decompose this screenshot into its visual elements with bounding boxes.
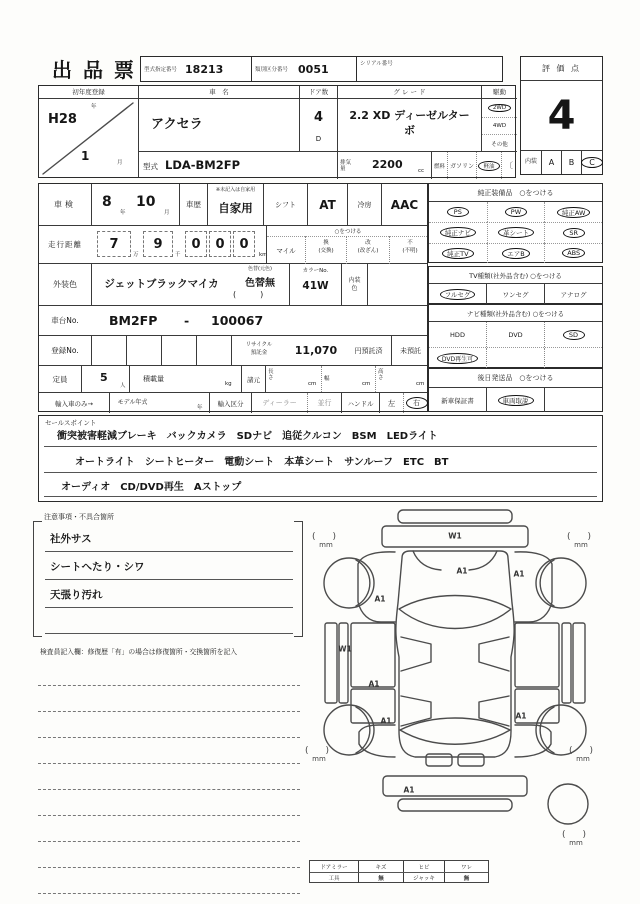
notes-line-2: シートへたり・シワ: [50, 561, 145, 573]
interior-label: 内装: [524, 158, 537, 166]
first-registration-cell: [39, 86, 139, 177]
history-value-cell: [207, 184, 263, 225]
regno-label: 登録No.: [51, 346, 79, 355]
recycle-label: リサイクル 預託金: [231, 336, 286, 365]
chassis-prefix: BM2FP: [109, 313, 158, 328]
cooling-label: 冷房: [347, 184, 381, 225]
navi-dvd-play: DVD再生可: [429, 348, 486, 368]
mileage-circle-header: ○をつける: [267, 226, 429, 237]
drive-option-2wd: 2WD: [482, 99, 517, 118]
sales-line-3: オーディオ CD/DVD再生 Aストップ: [61, 482, 242, 493]
first-registration-month-unit: 月: [117, 160, 123, 166]
displacement-value: 2200: [372, 158, 403, 171]
doors-label: ドア数: [300, 86, 337, 99]
equipment-item: 純正AW: [544, 202, 602, 222]
blank-line: [38, 686, 300, 712]
history-note: ※未記入は自家用: [215, 187, 256, 193]
jack-value: 無: [444, 873, 488, 883]
int-color-value: [367, 264, 429, 305]
mirror-tool-table: [309, 860, 489, 883]
mile-label: マイル: [276, 246, 296, 255]
dims-height: 高さ cm: [375, 366, 429, 392]
recycle-paid: 円預託済: [354, 346, 383, 355]
mileage-label: 走行距離: [48, 240, 82, 249]
chassis-label: 車台No.: [51, 316, 79, 325]
capacity-value: 5 人: [81, 366, 129, 392]
model-row: [139, 151, 517, 179]
notes-line-4: [45, 633, 293, 634]
fuel-option-diesel: 軽油: [476, 152, 501, 179]
blank-line: [38, 868, 300, 894]
chassis-number: 100067: [211, 313, 264, 328]
first-registration-month: 1: [81, 149, 90, 163]
page-title: 出 品 票: [52, 58, 136, 82]
model-code-label: 型式: [143, 162, 158, 171]
fuel-option-gas: ガソリン: [447, 152, 476, 179]
navi-option-hdd: HDD: [450, 330, 465, 339]
tools-label: 工具: [328, 876, 340, 882]
ext-color-value: ジェットブラックマイカ: [91, 264, 231, 305]
mm-marker: ( ) mm: [566, 532, 596, 550]
inspector-label: 検査員記入欄：修復歴「有」の場合は修復箇所・交換箇所を記入: [40, 648, 238, 656]
first-registration-year-unit: 年: [91, 104, 97, 110]
shaken-month-unit: 月: [164, 210, 170, 216]
car-name-label: 車 名: [139, 86, 299, 99]
mile-option-tamper: 改 (改ざん): [346, 236, 389, 264]
grade-value: 2.2 XD ディーゼルターボ: [349, 109, 470, 137]
tv-option-oneseg: ワンセグ: [486, 284, 544, 304]
mileage-d3: 0: [233, 231, 255, 257]
blank-line: [38, 738, 300, 764]
serial-label: シリアル番号: [360, 61, 393, 67]
notes-label: 注意事項・不具合箇所: [44, 513, 114, 521]
later-option-manual: 車両取説: [486, 388, 544, 412]
fuel-option-other: 〔: [501, 152, 516, 179]
damage-mark: A1: [380, 716, 392, 726]
row-capacity: [39, 366, 427, 393]
load-value: kg: [225, 381, 232, 387]
drive-option-other: その他: [491, 141, 508, 148]
mile-option-unknown: 不 (不明): [389, 236, 430, 264]
navi-title: ナビ種類(社外品含む) ○をつける: [429, 305, 602, 322]
damage-diagram: [305, 506, 605, 858]
mirror-break: ワレ: [444, 861, 488, 872]
row-import: [39, 393, 427, 413]
tv-option-analog: アナログ: [544, 284, 602, 304]
notes-bracket-right: [294, 521, 303, 637]
class-division-label: 類別区分番号: [255, 67, 289, 73]
jack-label: ジャッキ: [403, 873, 444, 883]
equipment-item: PS: [429, 202, 487, 222]
recycle-amount: 11,070: [294, 344, 338, 357]
chassis-dash: -: [184, 313, 190, 328]
drive-label: 駆動: [482, 86, 517, 99]
damage-mark: A1: [456, 566, 468, 576]
diagonal-line: [39, 99, 137, 178]
color-no-cell: [289, 264, 341, 305]
model-year-label: モデル年式: [109, 393, 155, 413]
shaken-value: [91, 184, 179, 225]
color-change-cell: [231, 264, 289, 305]
displacement-label: 排気量: [340, 160, 352, 173]
car-name-value: アクセラ: [151, 117, 203, 132]
class-division-box: [251, 56, 357, 82]
model-designation-label: 型式指定番号: [144, 67, 178, 73]
equipment-item: エアB: [487, 243, 545, 263]
fuel-label: 燃料: [434, 163, 446, 170]
mirror-crack: ヒビ: [403, 861, 444, 872]
import-class-label: 輸入区分: [209, 393, 251, 413]
handle-option-left: 左: [379, 393, 403, 413]
shaken-month: 10: [136, 194, 156, 210]
interior-option-c: C: [581, 151, 602, 174]
equipment-item: PW: [487, 202, 545, 222]
regno-box-4: [196, 336, 231, 365]
regno-box-3: [161, 336, 196, 365]
serial-box: [356, 56, 503, 82]
tv-option-fullseg: フルセグ: [429, 284, 486, 304]
mileage-sen: 9: [143, 231, 173, 257]
color-change-value: 色替無: [245, 277, 275, 289]
recycle-unpaid: 未預託: [391, 336, 429, 365]
mileage-man: 7: [97, 231, 131, 257]
drive-cell: [481, 86, 517, 151]
equipment-title: 純正装備品 ○をつける: [429, 184, 602, 202]
row-color: [39, 264, 427, 306]
first-registration-label: 初年度登録: [39, 86, 138, 99]
class-division-value: 0051: [298, 62, 329, 76]
damage-mark: A1: [368, 679, 380, 689]
damage-mark: W1: [448, 531, 462, 541]
later-shipment-box: [428, 368, 603, 412]
mileage-circle-group: [266, 226, 429, 263]
handle-option-right: 右: [403, 393, 429, 413]
score-box: [520, 56, 603, 175]
shaken-label: 車検: [54, 200, 76, 209]
mileage-sen-unit: 千: [175, 252, 181, 258]
later-title: 後日発送品 ○をつける: [429, 369, 602, 388]
color-no-value: 41W: [302, 280, 329, 292]
interior-option-b: B: [561, 151, 581, 174]
regno-box-2: [126, 336, 161, 365]
model-code-value: LDA-BM2FP: [165, 158, 241, 172]
history-value: 自家用: [218, 201, 253, 215]
import-option-parallel: 並行: [307, 393, 341, 413]
regno-box-1: [91, 336, 126, 365]
damage-mark: A1: [515, 711, 527, 721]
blank-line: [38, 842, 300, 868]
dims-width: 幅 cm: [321, 366, 375, 392]
mileage-d1: 0: [185, 231, 207, 257]
tools-value: 無: [358, 873, 403, 883]
cooling-value: AAC: [381, 184, 427, 225]
doors-note: D: [315, 135, 322, 143]
mirror-scratch: キズ: [358, 861, 403, 872]
import-option-dealer: ディーラー: [251, 393, 307, 413]
fuel-cell: [431, 152, 517, 179]
grade-label: グ レ ー ド: [338, 86, 481, 99]
model-designation-value: 18213: [185, 62, 224, 76]
tv-title: TV種類(社外品含む) ○をつける: [429, 267, 602, 284]
interior-grade-row: [521, 150, 602, 174]
mm-marker: ( ) mm: [311, 532, 341, 550]
mm-marker: ( ) mm: [304, 746, 334, 764]
dims-length: 長さ cm: [265, 366, 321, 392]
blank-line: [38, 764, 300, 790]
damage-mark: A1: [513, 569, 525, 579]
score-label: 評 価 点: [521, 57, 602, 81]
history-label: 車歴: [179, 184, 207, 225]
blank-line: [38, 660, 300, 686]
displacement-unit: cc: [418, 168, 425, 174]
inspector-lines: [38, 660, 300, 894]
color-no-label: カラーNo.: [302, 267, 329, 274]
sales-line-2: オートライト シートヒーター 電動シート 本革シート サンルーフ ETC BT: [75, 457, 449, 468]
score-value: 4: [547, 92, 576, 139]
shift-label: シフト: [263, 184, 307, 225]
equipment-item: 革シート: [487, 222, 545, 242]
sales-points-box: [38, 415, 603, 502]
shaken-year: 8: [102, 194, 112, 210]
handle-label: ハンドル: [341, 393, 379, 413]
detail-table: [38, 183, 428, 412]
displacement-cell: [337, 152, 431, 179]
navi-option-sd: SD: [544, 322, 602, 347]
shaken-year-unit: 年: [120, 210, 126, 216]
mm-marker: ( ) mm: [568, 746, 598, 764]
interior-option-a: A: [541, 151, 561, 174]
model-designation-box: [140, 56, 252, 82]
doors-value: 4: [313, 109, 324, 125]
blank-line: [38, 712, 300, 738]
grade-cell: [337, 86, 481, 151]
row-chassis: [39, 306, 427, 336]
row-shaken: [39, 184, 427, 226]
navi-blank-2: [544, 348, 602, 368]
color-change-paren: ( ): [233, 290, 264, 299]
later-option-blank: [544, 388, 602, 412]
car-name-cell: [139, 86, 299, 151]
equipment-item: ABS: [544, 243, 602, 263]
damage-mark: W1: [338, 644, 352, 654]
capacity-label: 定員: [52, 374, 68, 384]
blank-line: [38, 790, 300, 816]
load-label: 積載量: [129, 366, 177, 392]
color-change-label: 色替(元色): [248, 266, 272, 272]
drive-option-4wd: 4WD: [482, 118, 517, 135]
vehicle-table: [38, 85, 516, 178]
mileage-unit: km: [259, 252, 268, 258]
int-color-label: 内装色: [341, 264, 367, 305]
later-option-warranty: 新車保証書: [441, 396, 474, 405]
equipment-item: SR: [544, 222, 602, 242]
mileage-man-unit: 万: [133, 252, 139, 258]
doors-cell: [299, 86, 337, 151]
navi-option-dvd: DVD: [486, 322, 544, 347]
mileage-d2: 0: [209, 231, 231, 257]
notes-line-3: 天張り汚れ: [50, 589, 103, 601]
sales-line-1: 衝突被害軽減ブレーキ バックカメラ SDナビ 追従クルコン BSM LEDライト: [57, 431, 438, 442]
damage-mark: A1: [403, 785, 415, 795]
notes-bracket-left: [33, 521, 42, 637]
row-regno: [39, 336, 427, 366]
shift-value: AT: [307, 184, 347, 225]
model-year-value: 年: [197, 405, 203, 411]
mm-marker: ( ) mm: [561, 830, 591, 848]
ext-color-label: 外装色: [53, 280, 77, 289]
damage-marks: [305, 506, 605, 858]
sales-points-label: セールスポイント: [45, 419, 97, 427]
equipment-item: 純正ナビ: [429, 222, 487, 242]
mile-option-exchange: 換 (交換): [305, 236, 346, 264]
row-mileage: [39, 226, 427, 264]
navi-box: [428, 304, 603, 368]
equipment-item: 純正TV: [429, 243, 487, 263]
equipment-box: [428, 183, 603, 263]
navi-blank-1: [486, 348, 544, 368]
tv-box: [428, 266, 603, 304]
blank-line: [38, 816, 300, 842]
first-registration-year: H28: [48, 112, 77, 127]
dims-label: 諸元: [241, 366, 265, 392]
equipment-grid: [429, 202, 602, 263]
notes-line-1: 社外サス: [50, 533, 92, 545]
damage-mark: A1: [374, 594, 386, 604]
import-only-label: 輸入車のみ→: [55, 399, 93, 408]
mirror-label: ドアミラー: [320, 864, 348, 871]
